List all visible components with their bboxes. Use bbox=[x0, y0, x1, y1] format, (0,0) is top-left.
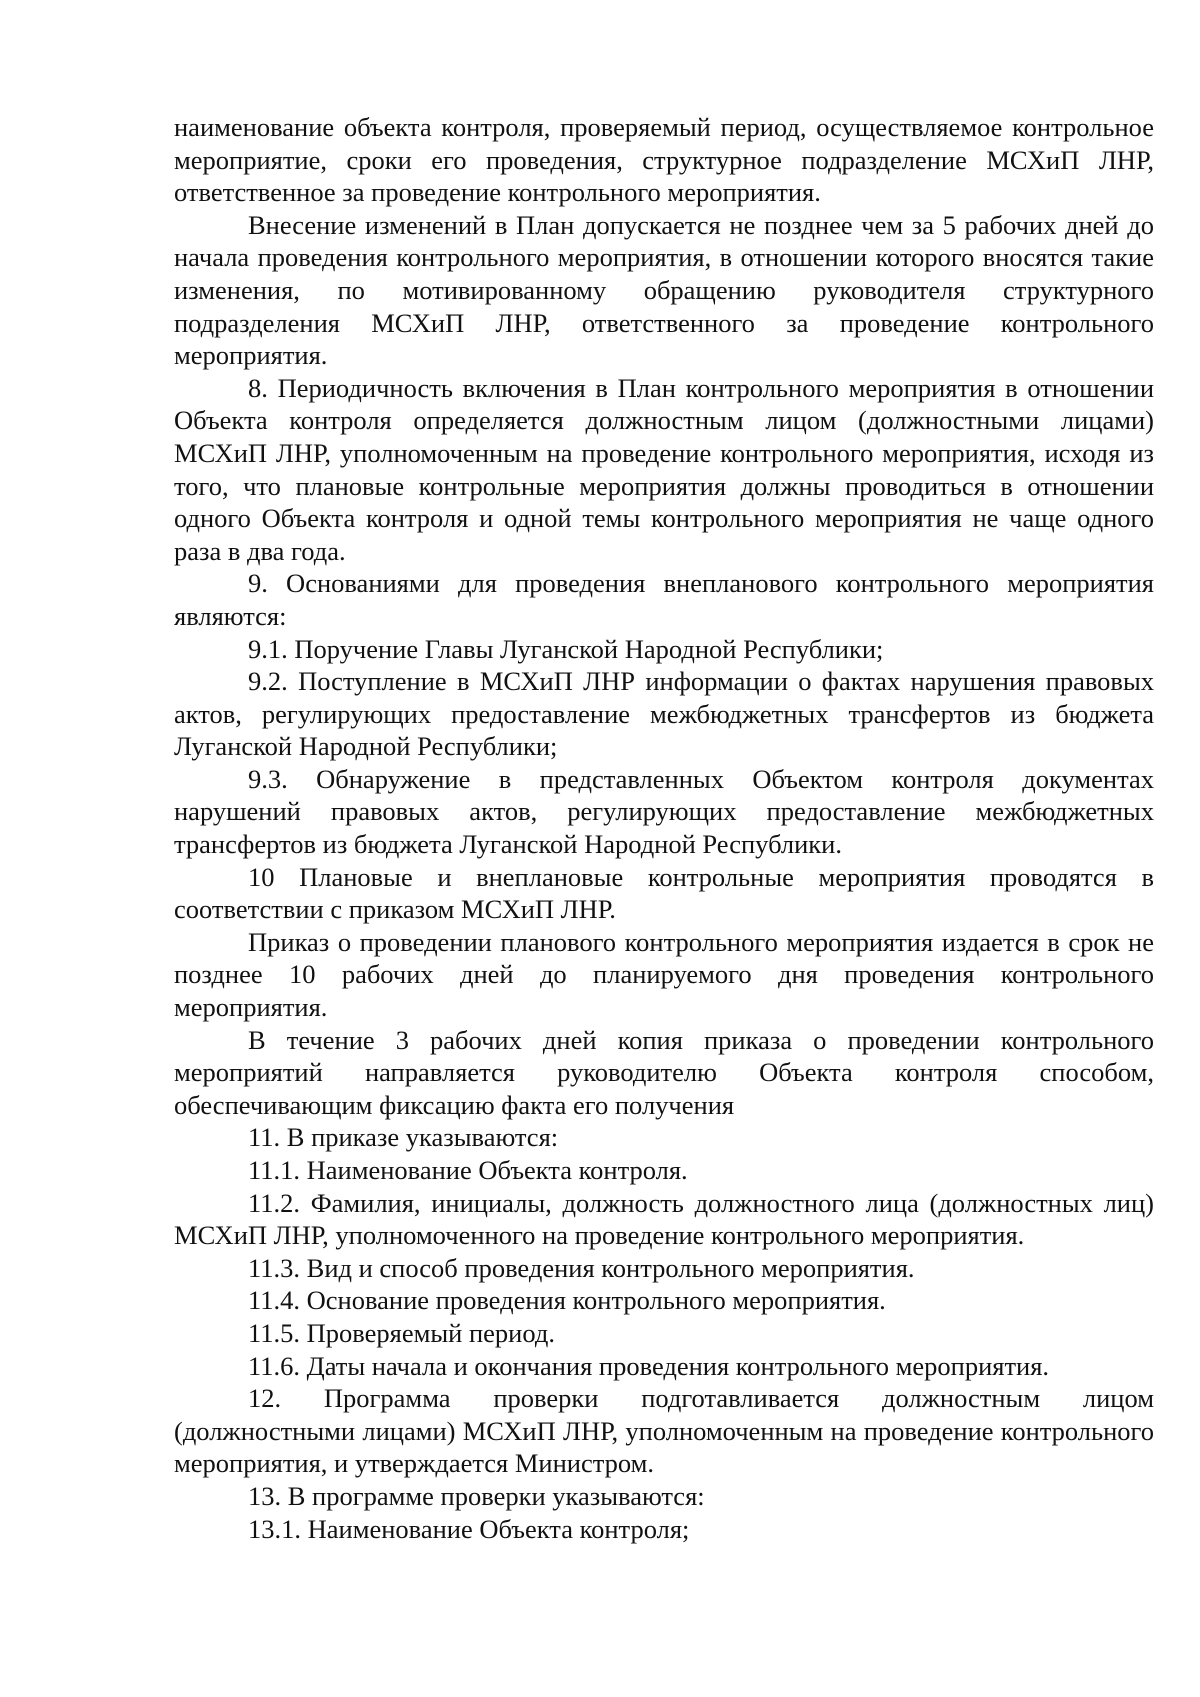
paragraph-11-2: 11.2. Фамилия, инициалы, должность должностного лица (должностных лиц) МСХиП ЛНР, уполномоченного на проведение контрольного мероприятия. bbox=[174, 1187, 1154, 1251]
paragraph-9-3: 9.3. Обнаружение в представленных Объектом контроля документах нарушений правовых актов, регулирующих предоставление межбюджетных трансфертов из бюджета Луганской Народной Республики. bbox=[174, 763, 1154, 860]
paragraph-13-1: 13.1. Наименование Объекта контроля; bbox=[248, 1513, 690, 1544]
document-page bbox=[174, 111, 1154, 1545]
paragraph-11-6: 11.6. Даты начала и окончания проведения контрольного мероприятия. bbox=[248, 1350, 1050, 1381]
paragraph-9-1: 9.1. Поручение Главы Луганской Народной Республики; bbox=[248, 633, 884, 664]
paragraph-11-5: 11.5. Проверяемый период. bbox=[248, 1317, 555, 1348]
paragraph-continuation: наименование объекта контроля, проверяемый период, осуществляемое контрольное мероприятие, сроки его проведения, структурное подразделение МСХиП ЛНР, ответственное за проведение контрольного мероприятия. bbox=[174, 112, 1154, 208]
paragraph-12: 12. Программа проверки подготавливается должностным лицом (должностными лицами) МСХиП ЛНР, уполномоченным на проведение контрольного мероприятия, и утверждается Министром. bbox=[174, 1383, 1154, 1479]
paragraph-9: 9. Основаниями для проведения внепланового контрольного мероприятия являются: bbox=[174, 568, 1154, 631]
paragraph-11-4: 11.4. Основание проведения контрольного мероприятия. bbox=[248, 1285, 886, 1316]
paragraph-10: 10 Плановые и внеплановые контрольные мероприятия проводятся в соответствии с приказом МСХиП ЛНР. bbox=[174, 861, 1154, 925]
paragraph-8: 8. Периодичность включения в План контрольного мероприятия в отношении Объекта контроля определяется должностным лицом (должностными лицами) МСХиП ЛНР, уполномоченным на проведение контрольного мероприятия, исходя из того, что плановые контрольные мероприятия должны проводиться в отношении одного Объекта контроля и одной темы контрольного мероприятия не чаще одного раза в два года. bbox=[174, 372, 1154, 566]
paragraph-9-2: 9.2. Поступление в МСХиП ЛНР информации о фактах нарушения правовых актов, регулирующих предоставление межбюджетных трансфертов из бюджета Луганской Народной Республики; bbox=[174, 666, 1154, 762]
paragraph-plan-changes: Внесение изменений в План допускается не позднее чем за 5 рабочих дней до начала проведения контрольного мероприятия, в отношении которого вносятся такие изменения, по мотивированному обращению руководителя структурного подразделения МСХиП ЛНР, ответственного за проведение контрольного мероприятия. bbox=[174, 209, 1154, 371]
paragraph-11: 11. В приказе указываются: bbox=[248, 1122, 559, 1153]
paragraph-order-copy: В течение 3 рабочих дней копия приказа о проведении контрольного мероприятий направляется руководителю Объекта контроля способом, обеспечивающим фиксацию факта его получения bbox=[174, 1024, 1154, 1120]
paragraph-11-3: 11.3. Вид и способ проведения контрольного мероприятия. bbox=[248, 1252, 915, 1283]
paragraph-13: 13. В программе проверки указываются: bbox=[248, 1480, 705, 1511]
paragraph-11-1: 11.1. Наименование Объекта контроля. bbox=[248, 1155, 688, 1185]
paragraph-order-deadline: Приказ о проведении планового контрольного мероприятия издается в срок не позднее 10 рабочих дней до планируемого дня проведения контрольного мероприятия. bbox=[174, 926, 1154, 1023]
